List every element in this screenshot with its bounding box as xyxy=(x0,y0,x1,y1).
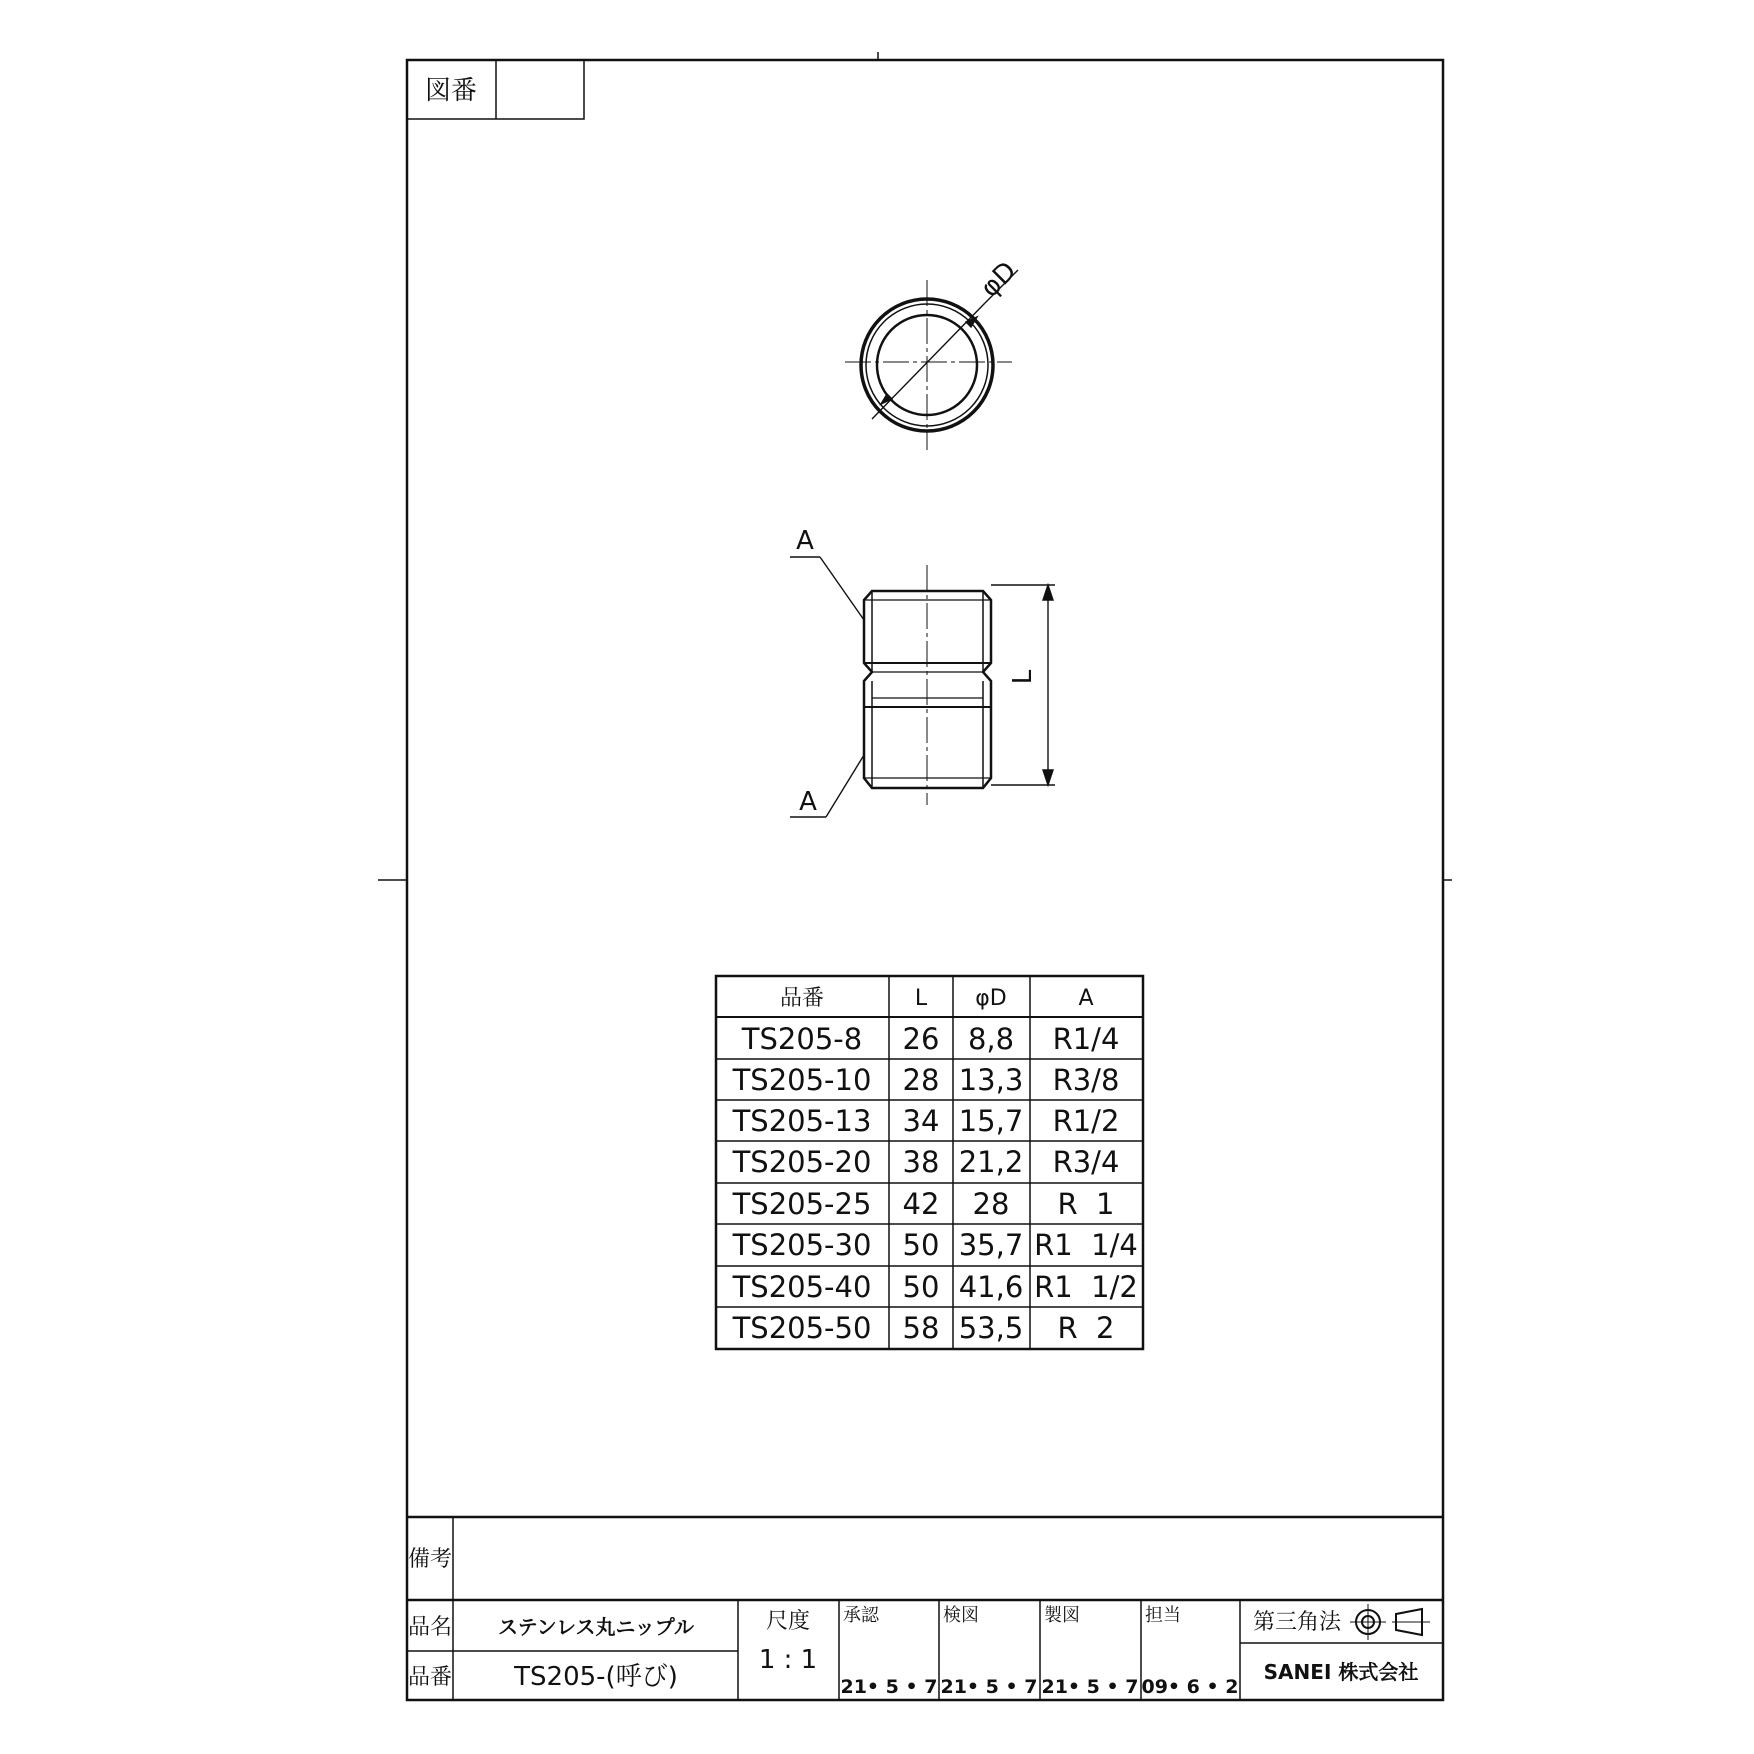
dimension-table xyxy=(716,976,1143,1349)
cell-thread: R3/8 xyxy=(1052,1063,1120,1097)
part-name-label: 品名 xyxy=(407,1615,453,1640)
cell-length: 34 xyxy=(902,1104,940,1138)
projection-label: 第三角法 xyxy=(1253,1610,1342,1635)
table-row xyxy=(732,1104,1120,1138)
thread-leaders xyxy=(790,557,864,817)
checked-date: 21• 5 • 7 xyxy=(940,1676,1038,1698)
table-row xyxy=(732,1187,1115,1221)
cell-diameter: 53,5 xyxy=(958,1311,1024,1345)
cell-length: 38 xyxy=(902,1145,940,1179)
drawing-number-box xyxy=(407,60,584,119)
table-row xyxy=(732,1270,1138,1304)
cell-thread: R3/4 xyxy=(1052,1145,1120,1179)
checked-label: 検図 xyxy=(943,1605,979,1626)
cell-part-number: TS205-50 xyxy=(732,1311,872,1345)
company-name: SANEI 株式会社 xyxy=(1263,1660,1419,1684)
scale-label: 尺度 xyxy=(765,1609,811,1634)
approved-date: 21• 5 • 7 xyxy=(840,1676,938,1698)
table-row xyxy=(741,1022,1120,1056)
cell-diameter: 41,6 xyxy=(958,1270,1024,1304)
header-thread: A xyxy=(1078,986,1094,1011)
table-row xyxy=(732,1311,1115,1345)
cell-diameter: 21,2 xyxy=(958,1145,1024,1179)
cell-diameter: 15,7 xyxy=(958,1104,1024,1138)
drawing-number-label: 図番 xyxy=(424,76,478,106)
cell-part-number: TS205-10 xyxy=(732,1063,872,1097)
cell-part-number: TS205-30 xyxy=(732,1228,872,1262)
cell-length: 58 xyxy=(902,1311,940,1345)
scale-value: 1 : 1 xyxy=(758,1645,818,1675)
cell-diameter: 8,8 xyxy=(967,1022,1015,1056)
cell-thread: R1/4 xyxy=(1052,1022,1120,1056)
center-lines xyxy=(845,280,1012,450)
thread-label-bottom: A xyxy=(799,787,817,817)
drawn-label: 製図 xyxy=(1044,1605,1080,1626)
part-number-label: 品番 xyxy=(407,1665,453,1690)
cell-thread: R1 1/4 xyxy=(1034,1228,1138,1262)
cell-thread: R 1 xyxy=(1057,1187,1115,1221)
cell-part-number: TS205-40 xyxy=(732,1270,872,1304)
header-length: L xyxy=(914,986,928,1011)
cell-diameter: 28 xyxy=(972,1187,1010,1221)
table-row xyxy=(732,1228,1138,1262)
charge-label: 担当 xyxy=(1145,1605,1181,1626)
title-block xyxy=(407,1517,1443,1700)
cell-thread: R1/2 xyxy=(1052,1104,1120,1138)
third-angle-projection-icon xyxy=(1350,1604,1430,1640)
part-number-value: TS205-(呼び) xyxy=(514,1662,678,1692)
drawn-date: 21• 5 • 7 xyxy=(1041,1676,1139,1698)
cell-diameter: 13,3 xyxy=(958,1063,1024,1097)
cell-length: 42 xyxy=(902,1187,940,1221)
table-row xyxy=(732,1063,1120,1097)
header-part-number: 品番 xyxy=(779,986,825,1011)
charge-date: 09• 6 • 2 xyxy=(1141,1676,1239,1698)
cell-part-number: TS205-13 xyxy=(732,1104,872,1138)
cell-length: 50 xyxy=(902,1270,940,1304)
cell-part-number: TS205-8 xyxy=(741,1022,863,1056)
cell-thread: R1 1/2 xyxy=(1034,1270,1138,1304)
cell-thread: R 2 xyxy=(1057,1311,1115,1345)
cell-length: 50 xyxy=(902,1228,940,1262)
cell-part-number: TS205-20 xyxy=(732,1145,872,1179)
thread-label-top: A xyxy=(796,526,814,556)
part-name-value: ステンレス丸ニップル xyxy=(498,1615,694,1639)
cell-length: 26 xyxy=(902,1022,940,1056)
approved-label: 承認 xyxy=(843,1605,879,1626)
diameter-label: φD xyxy=(974,255,1023,304)
remarks-label: 備考 xyxy=(407,1547,453,1572)
cell-diameter: 35,7 xyxy=(958,1228,1024,1262)
front-view xyxy=(845,256,1022,450)
cell-length: 28 xyxy=(902,1063,940,1097)
cell-part-number: TS205-25 xyxy=(732,1187,872,1221)
table-row xyxy=(732,1145,1120,1179)
header-diameter: φD xyxy=(975,986,1007,1011)
length-label: L xyxy=(1008,669,1038,685)
side-view xyxy=(790,526,1055,817)
table-header-row xyxy=(780,986,1094,1011)
